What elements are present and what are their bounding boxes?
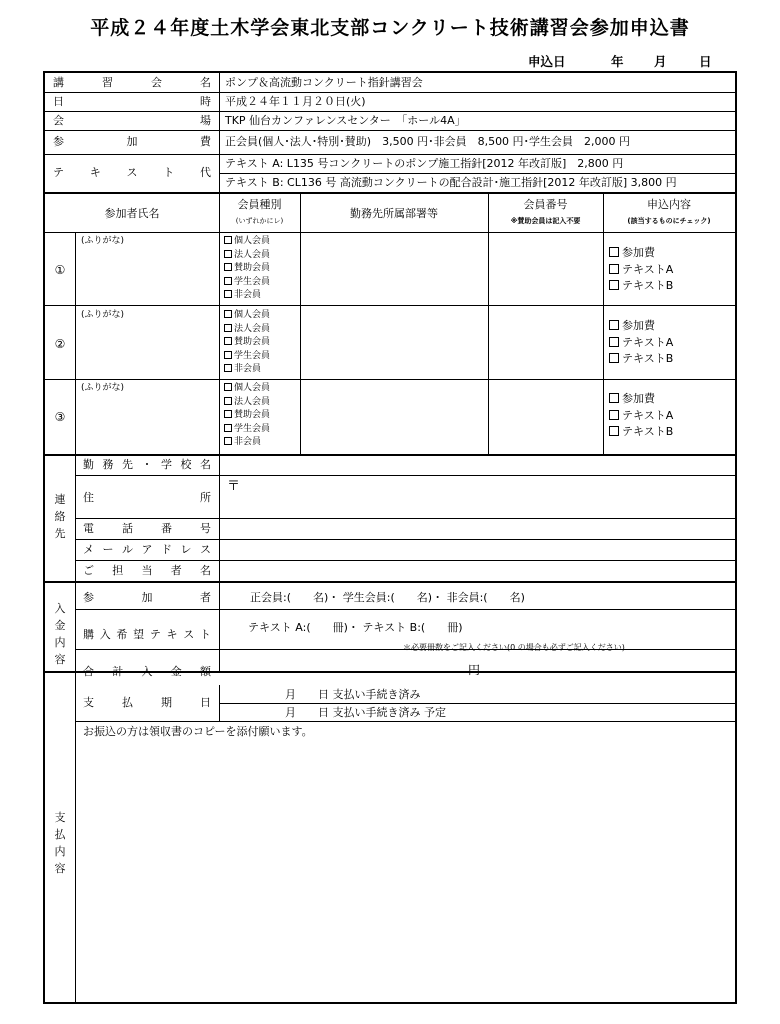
participants-count-value[interactable]: 正会員:( 名)・ 学生会員:( 名)・ 非会員:( 名) [250, 591, 525, 604]
application-month-label: 月 [654, 54, 667, 69]
membership-option[interactable]: 非会員 [224, 363, 270, 377]
membership-option[interactable]: 賛助会員 [224, 336, 270, 350]
row-divider [219, 703, 735, 704]
participant-divider [45, 305, 735, 306]
checkbox-icon [224, 263, 232, 271]
form-title: 平成２４年度土木学会東北支部コンクリート技術講習会参加申込書 [90, 17, 690, 39]
fee-label: 参 加 費 [53, 135, 211, 148]
participants-header-divider [45, 232, 735, 233]
text-fee-label: テ キ ス ト 代 [53, 166, 211, 179]
total-amount-unit: 円 [468, 663, 481, 677]
workplace-label: 勤 務 先 ・ 学 校 名 [83, 458, 211, 471]
checkbox-icon [609, 280, 619, 290]
payment-planned-line[interactable]: 月 日 支払い手続き済み 予定 [285, 706, 446, 719]
contact-section-label: 連 絡 先 [54, 493, 66, 540]
content-options [609, 391, 673, 441]
email-field[interactable] [220, 540, 735, 560]
checkbox-icon [224, 351, 232, 359]
payment-details-area[interactable] [76, 741, 735, 1003]
affiliation-column-divider [300, 193, 301, 454]
membership-option[interactable]: 法人会員 [224, 249, 270, 263]
checkbox-icon [609, 320, 619, 330]
checkbox-icon [224, 236, 232, 244]
content-option[interactable]: 参加費 [609, 391, 673, 408]
text-purchase-value[interactable]: テキスト A:( 冊)・ テキスト B:( 冊) [248, 621, 463, 634]
address-label: 住 所 [83, 491, 211, 504]
membership-option[interactable]: 非会員 [224, 289, 270, 303]
membership-option[interactable]: 賛助会員 [224, 262, 270, 276]
application-day-label: 日 [699, 54, 712, 69]
membership-option[interactable]: 非会員 [224, 436, 270, 450]
payment-section-label: 支 払 内 容 [54, 811, 66, 875]
membership-option[interactable]: 個人会員 [224, 309, 270, 323]
furigana-label: (ふりがな) [81, 310, 125, 320]
checkbox-icon [224, 397, 232, 405]
phone-field[interactable] [220, 519, 735, 539]
payment-content-section-label: 入 金 内 容 [54, 602, 66, 666]
datetime-label: 日 時 [53, 95, 211, 108]
checkbox-icon [609, 410, 619, 420]
application-form [43, 71, 737, 1004]
participant-number: ① [54, 263, 66, 277]
content-option[interactable]: テキストA [609, 262, 673, 279]
checkbox-icon [224, 364, 232, 372]
membership-option[interactable]: 賛助会員 [224, 409, 270, 423]
member-no-column-divider [488, 193, 489, 454]
furigana-label: (ふりがな) [81, 383, 125, 393]
postal-mark: 〒 [227, 479, 241, 494]
venue-value: TKP 仙台カンファレンスセンター 「ホール4A」 [225, 114, 466, 127]
number-column-divider [75, 232, 76, 454]
row-divider [45, 111, 735, 112]
content-option[interactable]: テキストB [609, 351, 673, 368]
workplace-field[interactable] [220, 454, 735, 475]
fee-value: 正会員(個人･法人･特別･賛助) 3,500 円･非会員 8,500 円･学生会員 2,000 円 [225, 135, 631, 148]
content-option[interactable]: テキストB [609, 424, 673, 441]
checkbox-icon [609, 426, 619, 436]
phone-label: 電 話 番 号 [83, 522, 211, 535]
membership-option[interactable]: 法人会員 [224, 396, 270, 410]
content-option[interactable]: 参加費 [609, 318, 673, 335]
datetime-value: 平成２４年１１月２０日(火) [225, 95, 366, 108]
total-amount-label: 合 計 入 金 額 [83, 665, 211, 678]
checkbox-icon [609, 353, 619, 363]
row-divider [45, 92, 735, 93]
membership-option[interactable]: 学生会員 [224, 423, 270, 437]
furigana-label: (ふりがな) [81, 236, 125, 246]
content-option[interactable]: 参加費 [609, 245, 673, 262]
checkbox-icon [609, 337, 619, 347]
venue-label: 会 場 [53, 114, 211, 127]
checkbox-icon [224, 410, 232, 418]
membership-option[interactable]: 学生会員 [224, 276, 270, 290]
checkbox-icon [224, 290, 232, 298]
membership-option[interactable]: 法人会員 [224, 323, 270, 337]
checkbox-icon [224, 250, 232, 258]
row-divider [75, 721, 735, 722]
participant-divider [45, 379, 735, 380]
person-field[interactable] [220, 561, 735, 581]
participant-number: ③ [54, 410, 66, 424]
content-header: 申込内容 [647, 198, 691, 211]
content-header-note: (該当するものにチェック) [627, 217, 711, 225]
content-option[interactable]: テキストB [609, 278, 673, 295]
member-no-header-note: ※賛助会員は記入不要 [510, 217, 581, 225]
checkbox-icon [224, 310, 232, 318]
membership-header-note: (いずれかにレ) [235, 217, 284, 225]
membership-header: 会員種別 [237, 198, 282, 211]
header-divider [219, 73, 220, 193]
payment-date-label: 支 払 期 日 [83, 696, 211, 709]
address-field[interactable] [220, 476, 735, 518]
row-divider [45, 130, 735, 131]
text-purchase-note: ＊必要冊数をご記入ください(0 の場合も必ずご記入ください) [403, 643, 625, 652]
content-option[interactable]: テキストA [609, 408, 673, 425]
content-options [609, 245, 673, 295]
content-option[interactable]: テキストA [609, 335, 673, 352]
row-divider [219, 173, 735, 174]
seminar-label: 講 習 会 名 [53, 76, 211, 89]
membership-column-divider [219, 193, 220, 454]
seminar-value: ポンプ＆高流動コンクリート指針講習会 [225, 76, 423, 89]
checkbox-icon [224, 337, 232, 345]
checkbox-icon [224, 424, 232, 432]
text-purchase-label: 購 入 希 望 テ キ ス ト [83, 628, 211, 641]
checkbox-icon [224, 437, 232, 445]
content-column-divider [603, 193, 604, 454]
participants-count-label: 参 加 者 [83, 591, 211, 604]
application-year-label: 年 [611, 54, 624, 69]
membership-options [224, 235, 270, 303]
checkbox-icon [224, 277, 232, 285]
checkbox-icon [609, 247, 619, 257]
text-b-value: テキスト B: CL136 号 高流動コンクリートの配合設計･施工指針[2012 年改訂版] 3,800 円 [225, 176, 677, 189]
person-label: ご 担 当 者 名 [83, 564, 211, 577]
application-date-label: 申込日 [528, 54, 566, 69]
participant-name-header: 参加者氏名 [104, 207, 160, 220]
membership-option[interactable]: 学生会員 [224, 350, 270, 364]
membership-options [224, 309, 270, 377]
checkbox-icon [224, 383, 232, 391]
affiliation-header: 勤務先所属部署等 [350, 207, 438, 220]
participant-number: ② [54, 337, 66, 351]
checkbox-icon [224, 324, 232, 332]
row-divider [45, 154, 735, 155]
checkbox-icon [609, 393, 619, 403]
text-a-value: テキスト A: L135 号コンクリートのポンプ施工指針[2012 年改訂版] 2,800 円 [225, 157, 624, 170]
membership-options [224, 382, 270, 450]
payment-done-line[interactable]: 月 日 支払い手続き済み [285, 688, 421, 701]
section-divider [45, 192, 735, 194]
membership-option[interactable]: 個人会員 [224, 382, 270, 396]
section-divider [45, 581, 735, 583]
email-label: メ ー ル ア ド レ ス [83, 543, 211, 556]
member-no-header: 会員番号 [523, 198, 568, 211]
content-options [609, 318, 673, 368]
receipt-note: お振込の方は領収書のコピーを添付願います。 [83, 725, 313, 738]
total-amount-field[interactable] [220, 650, 735, 671]
membership-option[interactable]: 個人会員 [224, 235, 270, 249]
checkbox-icon [609, 264, 619, 274]
row-divider [75, 609, 735, 610]
